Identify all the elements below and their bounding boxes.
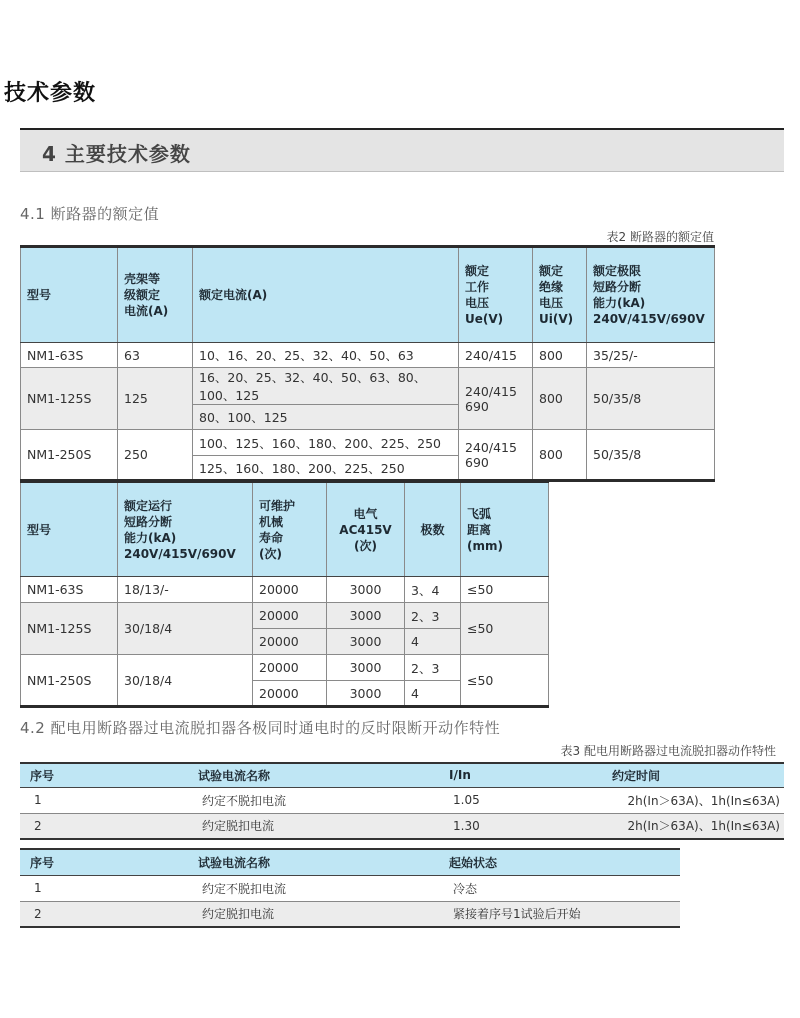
table-caption-3: 表3 配电用断路器过电流脱扣器动作特性	[560, 744, 776, 758]
mech-life-cell: 20000	[253, 577, 327, 603]
ue-cell: 240/415 690	[459, 430, 533, 481]
rated-current-cell: 125、160、180、200、225、250	[193, 456, 459, 481]
table-row	[21, 368, 715, 405]
frame-current-cell: 125	[118, 368, 193, 430]
ics-cell: 18/13/-	[118, 577, 253, 603]
header-cell: 序号	[20, 763, 188, 787]
initial-state-cell: 紧接着序号1试验后开始	[439, 901, 680, 927]
performance-table	[20, 480, 549, 708]
subsection-title-4-2: 4.2 配电用断路器过电流脱扣器各极同时通电时的反时限断开动作特性	[20, 719, 501, 737]
test-current-name-cell: 约定不脱扣电流	[188, 787, 439, 813]
arc-distance-cell: ≤50	[461, 655, 549, 707]
ratio-cell: 1.05	[439, 787, 602, 813]
model-cell: NM1-63S	[21, 343, 118, 368]
elec-life-cell: 3000	[327, 577, 405, 603]
table-header-row	[21, 247, 715, 343]
header-cell: 可维护 机械 寿命 (次)	[253, 482, 327, 577]
section-title: 4 主要技术参数	[42, 142, 191, 166]
tripping-characteristics-table	[20, 762, 784, 840]
subsection-title-4-1: 4.1 断路器的额定值	[20, 205, 160, 223]
icu-cell: 50/35/8	[587, 368, 715, 430]
header-cell: 约定时间	[602, 763, 784, 787]
row-number-cell: 2	[20, 813, 188, 839]
header-cell: 飞弧 距离 (mm)	[461, 482, 549, 577]
frame-current-cell: 250	[118, 430, 193, 481]
elec-life-cell: 3000	[327, 681, 405, 707]
frame-current-cell: 63	[118, 343, 193, 368]
poles-cell: 2、3	[405, 655, 461, 681]
model-cell: NM1-125S	[21, 368, 118, 430]
test-current-name-cell: 约定不脱扣电流	[188, 875, 439, 901]
arc-distance-cell: ≤50	[461, 577, 549, 603]
ratio-cell: 1.30	[439, 813, 602, 839]
header-cell: 额定 绝缘 电压 Ui(V)	[533, 247, 587, 343]
elec-life-cell: 3000	[327, 655, 405, 681]
elec-life-cell: 3000	[327, 603, 405, 629]
header-cell: 序号	[20, 849, 188, 875]
row-number-cell: 1	[20, 875, 188, 901]
header-cell: 起始状态	[439, 849, 680, 875]
section-header	[20, 128, 784, 172]
table-row	[21, 655, 549, 681]
header-cell: 试验电流名称	[188, 849, 439, 875]
table-row	[20, 901, 680, 927]
mech-life-cell: 20000	[253, 681, 327, 707]
page-title: 技术参数	[4, 81, 97, 106]
ue-cell: 240/415 690	[459, 368, 533, 430]
icu-cell: 50/35/8	[587, 430, 715, 481]
poles-cell: 2、3	[405, 603, 461, 629]
table-row	[20, 875, 680, 901]
initial-state-cell: 冷态	[439, 875, 680, 901]
header-cell: 额定 工作 电压 Ue(V)	[459, 247, 533, 343]
table-header-row	[20, 763, 784, 787]
table-row	[21, 430, 715, 456]
conventional-time-cell: 2h(In＞63A)、1h(In≤63A)	[602, 787, 784, 813]
ics-cell: 30/18/4	[118, 655, 253, 707]
ue-cell: 240/415	[459, 343, 533, 368]
rated-values-table	[20, 245, 715, 482]
table-row	[20, 813, 784, 839]
header-cell: 试验电流名称	[188, 763, 439, 787]
elec-life-cell: 3000	[327, 629, 405, 655]
mech-life-cell: 20000	[253, 603, 327, 629]
table-row	[20, 787, 784, 813]
model-cell: NM1-125S	[21, 603, 118, 655]
table-row	[21, 603, 549, 629]
row-number-cell: 1	[20, 787, 188, 813]
header-cell: 极数	[405, 482, 461, 577]
header-cell: 壳架等 级额定 电流(A)	[118, 247, 193, 343]
ics-cell: 30/18/4	[118, 603, 253, 655]
ui-cell: 800	[533, 343, 587, 368]
test-current-name-cell: 约定脱扣电流	[188, 813, 439, 839]
poles-cell: 4	[405, 629, 461, 655]
row-number-cell: 2	[20, 901, 188, 927]
icu-cell: 35/25/-	[587, 343, 715, 368]
test-current-name-cell: 约定脱扣电流	[188, 901, 439, 927]
model-cell: NM1-63S	[21, 577, 118, 603]
model-cell: NM1-250S	[21, 655, 118, 707]
rated-current-cell: 16、20、25、32、40、50、63、80、100、125	[193, 368, 459, 405]
table-header-row	[20, 849, 680, 875]
rated-current-cell: 10、16、20、25、32、40、50、63	[193, 343, 459, 368]
ui-cell: 800	[533, 430, 587, 481]
rated-current-cell: 100、125、160、180、200、225、250	[193, 430, 459, 456]
header-cell: I/In	[439, 763, 602, 787]
initial-state-table	[20, 848, 680, 928]
table-row	[21, 577, 549, 603]
header-cell: 额定电流(A)	[193, 247, 459, 343]
header-cell: 额定运行 短路分断 能力(kA) 240V/415V/690V	[118, 482, 253, 577]
rated-current-cell: 80、100、125	[193, 405, 459, 430]
header-cell: 型号	[21, 482, 118, 577]
header-cell: 电气 AC415V (次)	[327, 482, 405, 577]
poles-cell: 3、4	[405, 577, 461, 603]
mech-life-cell: 20000	[253, 629, 327, 655]
arc-distance-cell: ≤50	[461, 603, 549, 655]
table-row	[21, 343, 715, 368]
conventional-time-cell: 2h(In＞63A)、1h(In≤63A)	[602, 813, 784, 839]
table-caption-2: 表2 断路器的额定值	[606, 230, 714, 244]
table-header-row	[21, 482, 549, 577]
mech-life-cell: 20000	[253, 655, 327, 681]
poles-cell: 4	[405, 681, 461, 707]
header-cell: 型号	[21, 247, 118, 343]
header-cell: 额定极限 短路分断 能力(kA) 240V/415V/690V	[587, 247, 715, 343]
ui-cell: 800	[533, 368, 587, 430]
model-cell: NM1-250S	[21, 430, 118, 481]
